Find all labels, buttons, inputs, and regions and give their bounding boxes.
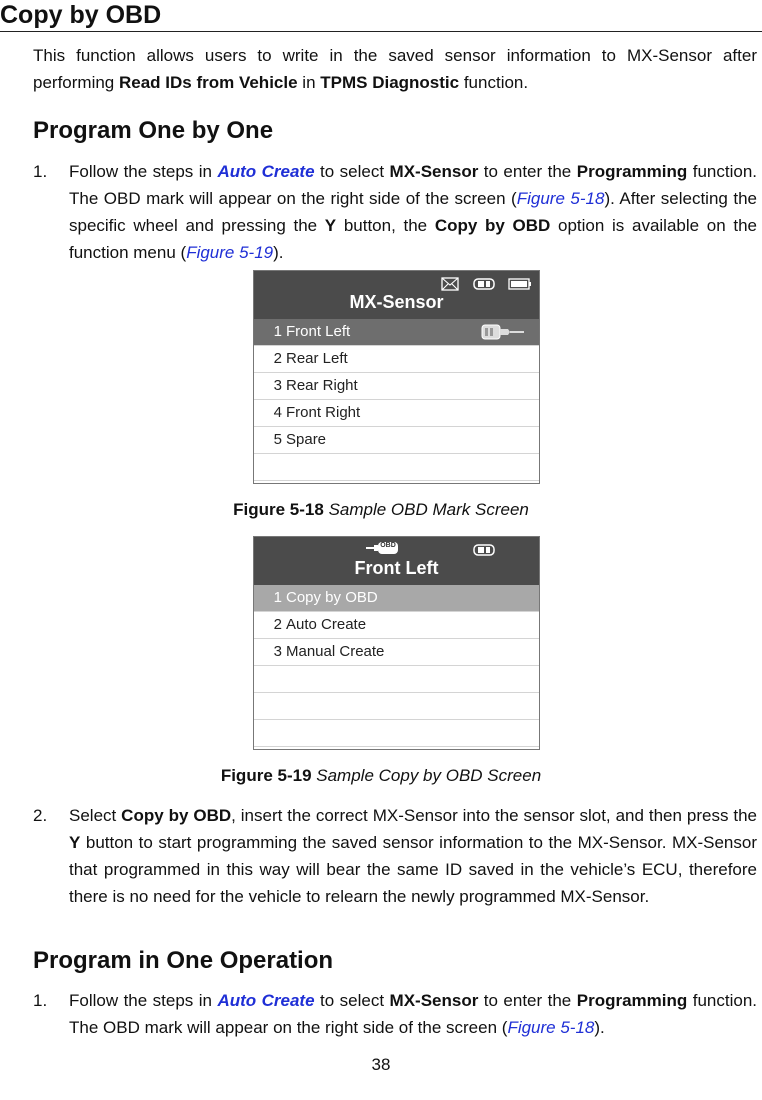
screen-header (254, 537, 539, 585)
step-number: 2. (33, 806, 48, 825)
figure-5-19-caption: Figure 5-19 Sample Copy by OBD Screen (220, 766, 542, 785)
tire-icon (472, 276, 496, 292)
tire-icon (472, 542, 496, 558)
section-title-one-by-one: Program One by One (33, 117, 274, 144)
menu-item-rear-right[interactable]: 3 Rear Right (254, 373, 539, 400)
step-number: 1. (33, 162, 48, 181)
menu-item-auto-create[interactable]: 2 Auto Create (254, 612, 539, 639)
mx-sensor-screen (253, 270, 540, 484)
page-number: 38 (371, 1055, 391, 1074)
page-heading: Copy by OBD (0, 1, 162, 29)
menu-item-empty (254, 454, 539, 481)
step-number: 1. (33, 991, 48, 1010)
figure-5-19-link[interactable]: Figure 5-19 (186, 243, 274, 262)
obd-icon-label: OBD (380, 542, 396, 549)
front-left-screen (253, 536, 540, 750)
menu-item-empty (254, 693, 539, 720)
screen-header (254, 271, 539, 319)
menu-item-empty (254, 720, 539, 747)
figure-5-18-link[interactable]: Figure 5-18 (507, 1018, 595, 1037)
figure-5-18-caption: Figure 5-18 Sample OBD Mark Screen (233, 500, 529, 519)
menu-item-copy-by-obd[interactable]: 1 Copy by OBD (254, 585, 539, 612)
menu-item-front-right[interactable]: 4 Front Right (254, 400, 539, 427)
figure-5-18-link[interactable]: Figure 5-18 (516, 189, 605, 208)
section-title-one-operation: Program in One Operation (33, 947, 334, 974)
screen-title: Front Left (354, 558, 439, 578)
menu-item-empty (254, 666, 539, 693)
intro-paragraph: This function allows users to write in the saved sensor information to MX-Sensor after performing Read IDs from Vehicle in TPMS Diagnostic function. (33, 46, 757, 92)
auto-create-link[interactable]: Auto Create (217, 991, 315, 1010)
screen-title: MX-Sensor (349, 292, 444, 312)
step-two-paragraph: Select Copy by OBD, insert the correct MX-Sensor into the sensor slot, and then press the Y button to start programming the saved sensor information to the MX-Sensor. MX-Sensor that programmed in this way will bear the same ID saved in the vehicle’s ECU, therefore there is no need for the vehicle to relearn the newly programmed MX-Sensor. (69, 806, 757, 906)
section2-step-one-paragraph: Follow the steps in Auto Create to select MX-Sensor to enter the Programming function. The OBD mark will appear on the right side of the screen (Figure 5-18). (69, 991, 757, 1037)
heading-rule (0, 31, 762, 32)
menu-item-front-left[interactable]: 1 Front Left (254, 319, 539, 346)
step-one-paragraph: Follow the steps in Auto Create to select MX-Sensor to enter the Programming function. The OBD mark will appear on the right side of the screen (Figure 5-18). After selecting the specific wheel and pressing the Y button, the Copy by OBD option is available on the function menu (Figure 5-19). (69, 162, 758, 262)
menu-item-manual-create[interactable]: 3 Manual Create (254, 639, 539, 666)
obd-connector-icon (480, 322, 526, 342)
auto-create-link[interactable]: Auto Create (217, 162, 315, 181)
menu-item-spare[interactable]: 5 Spare (254, 427, 539, 454)
mail-icon (441, 277, 459, 291)
menu-item-rear-left[interactable]: 2 Rear Left (254, 346, 539, 373)
battery-icon (508, 277, 532, 291)
